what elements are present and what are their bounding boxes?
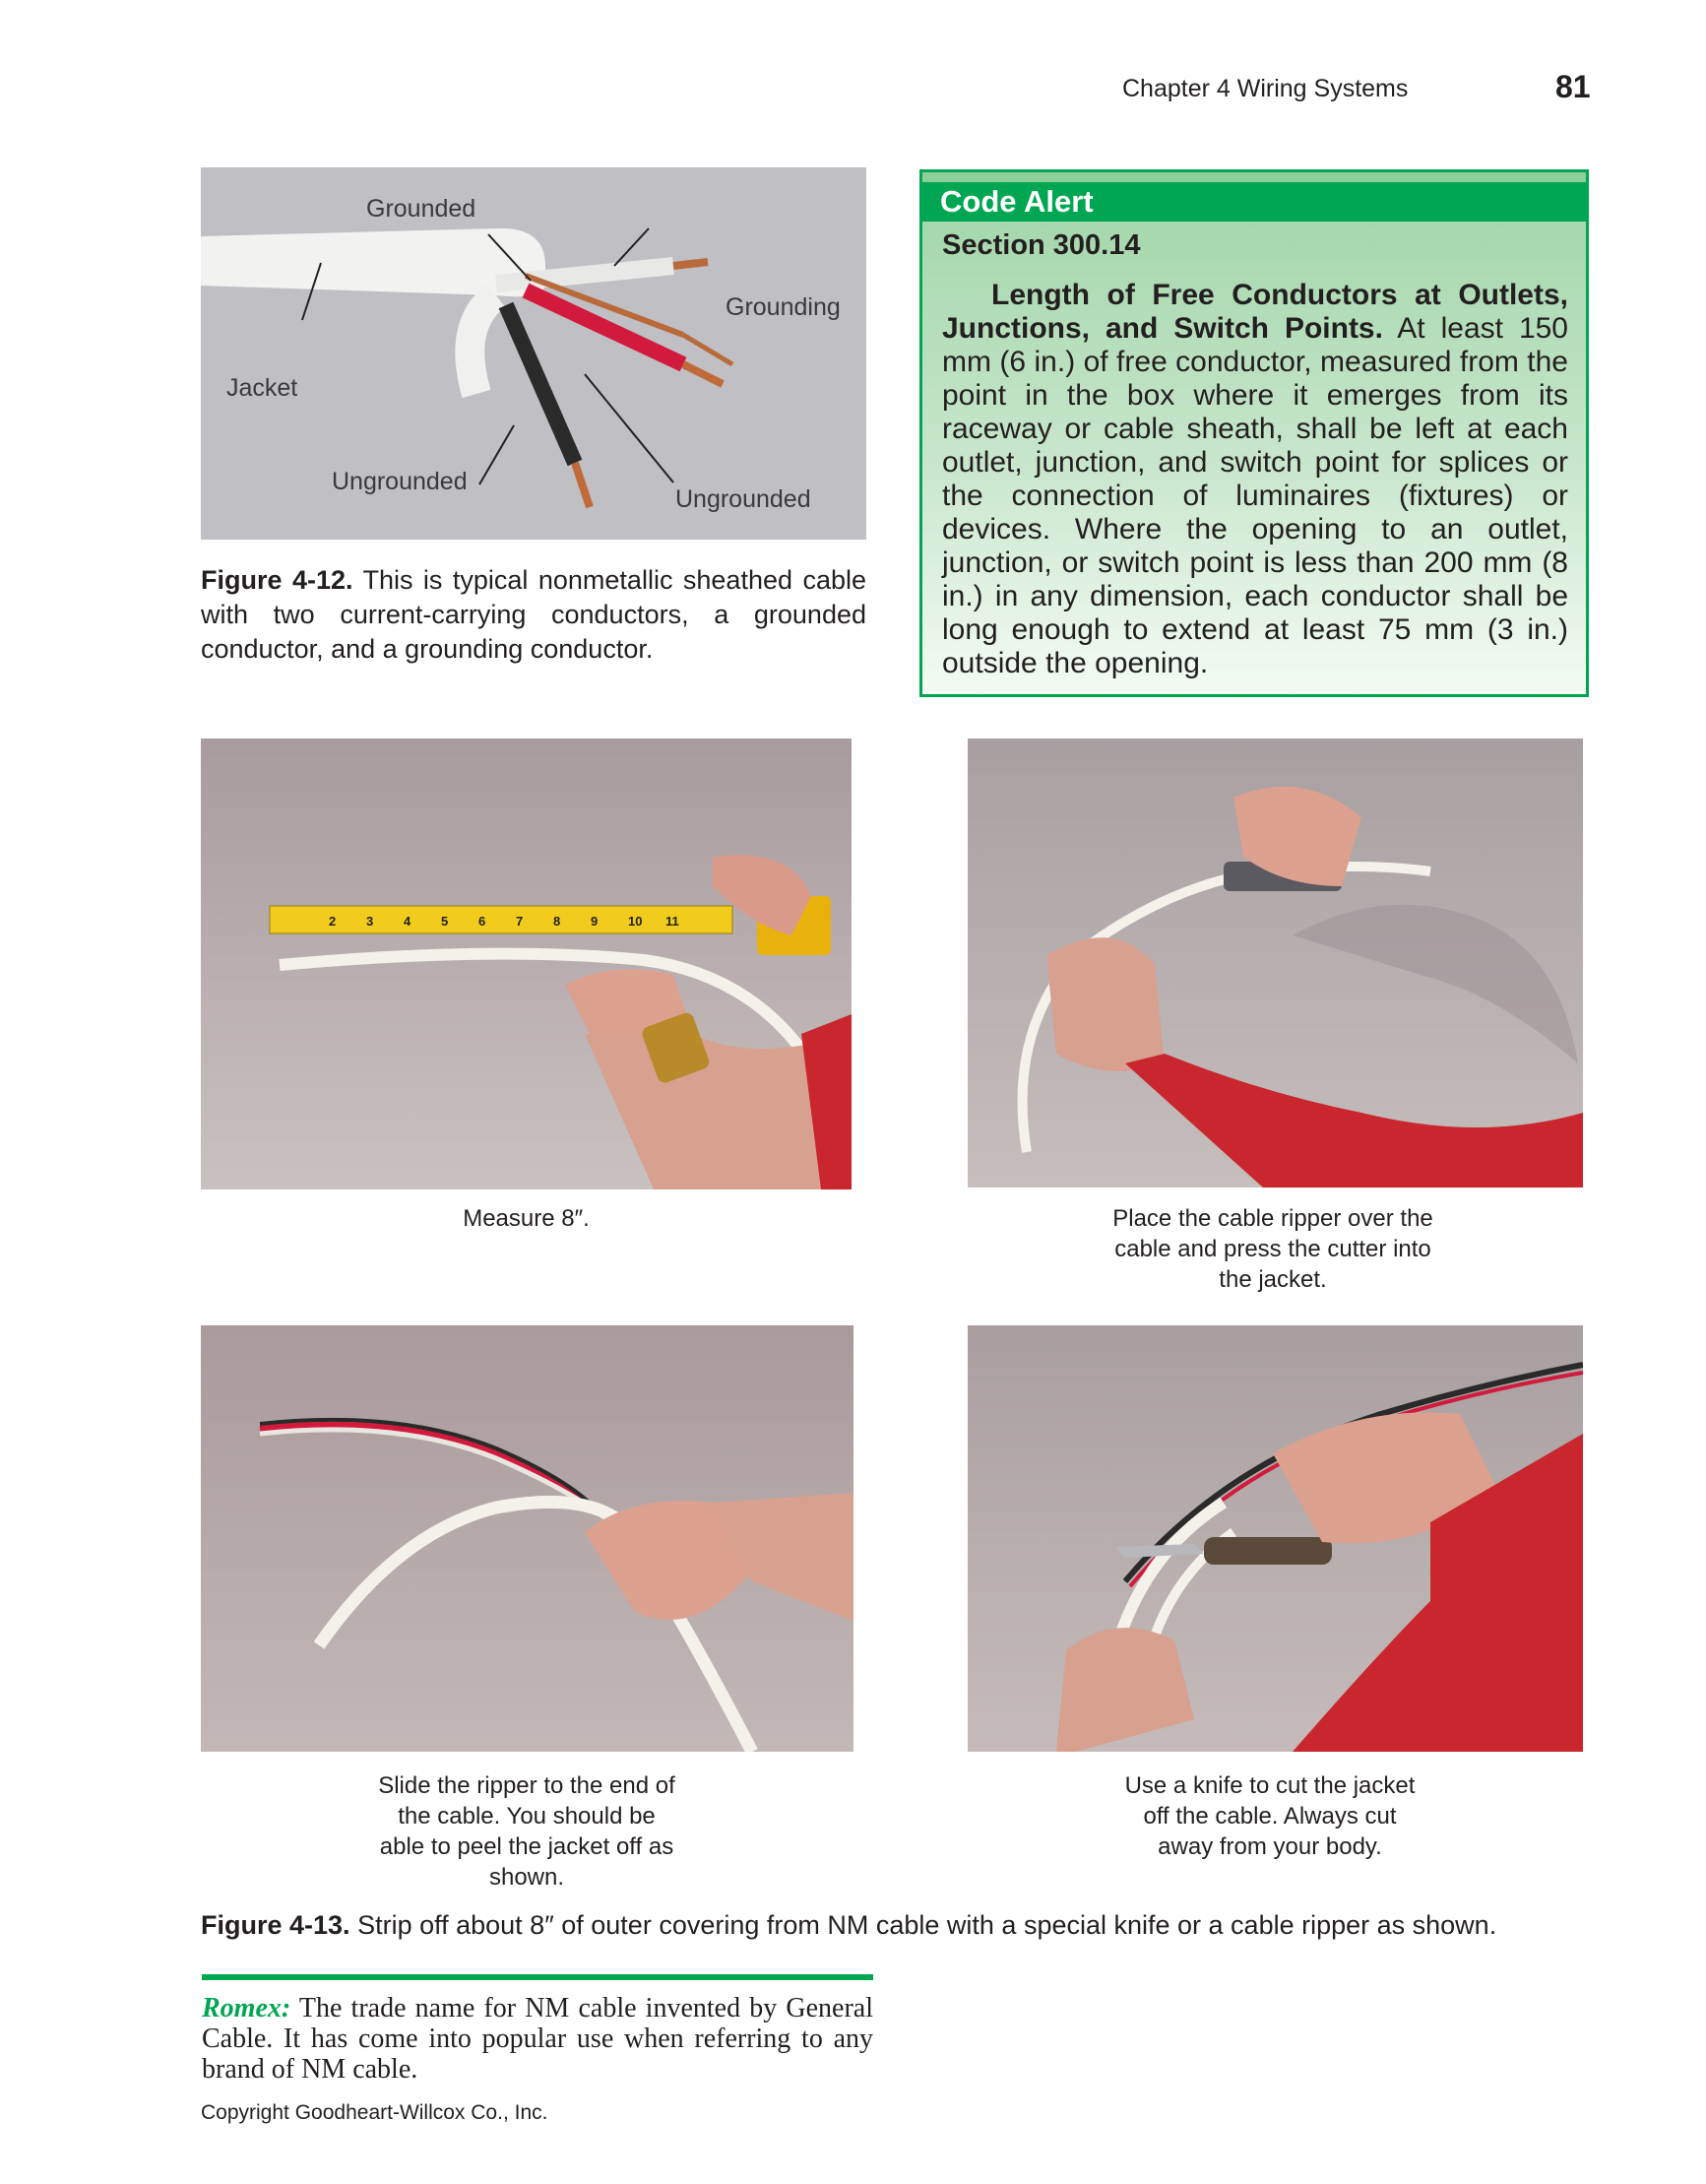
step-3-photo: [201, 1325, 853, 1752]
nm-cable-illustration: [201, 167, 866, 540]
knife-cut-photo: [968, 1325, 1583, 1752]
step-2-photo: [968, 739, 1583, 1188]
label-grounding: Grounding: [726, 293, 841, 321]
definition-romex: [202, 1993, 873, 2085]
copyright-notice: Copyright Goodheart-Willcox Co., Inc.: [201, 2101, 548, 2124]
figure-4-12-photo: [201, 167, 866, 540]
measuring-tape-photo: [201, 739, 852, 1189]
figure-4-13-caption: [201, 1908, 1599, 1943]
tape-number: 6: [478, 914, 486, 929]
tape-number: 3: [366, 914, 374, 929]
code-alert-heading: Length of Free Conductors at Outlets, Junctions, and Switch Points.: [942, 279, 1568, 345]
tape-number: 4: [404, 914, 411, 929]
step-1-photo: [201, 739, 852, 1189]
definition-text: The trade name for NM cable invented by General Cable. It has come into popular use when referring to any brand of NM cable.: [202, 1993, 873, 2085]
tape-number: 7: [516, 914, 524, 929]
label-grounded: Grounded: [366, 195, 476, 223]
step-1-caption: Measure 8″.: [463, 1205, 590, 1232]
step-2-caption: Place the cable ripper over the cable and press the cutter into the jacket.: [1112, 1205, 1433, 1293]
code-alert-text: At least 150 mm (6 in.) of free conductor, measured from the point in the box where it emerges from its raceway or cable sheath, shall be left at each outlet, junction, and switch point for splices or the connection of luminaires (fixtures) or devices. Where the opening to an outlet, junction, or switch point is less than 200 mm (8 in.) in any dimension, each conductor shall be long enough to extend at least 75 mm (3 in.) outside the opening.: [942, 312, 1568, 679]
tape-number: 11: [665, 914, 679, 929]
code-alert-body: [942, 279, 1568, 680]
running-head: Chapter 4 Wiring Systems: [1122, 75, 1409, 102]
figure-4-12-text: This is typical nonmetallic sheathed cable with two current-carrying conductors, a grounded conductor, and a grounding conductor.: [201, 565, 866, 664]
tape-number: 10: [628, 914, 643, 929]
code-alert-title: Code Alert: [922, 182, 1586, 222]
label-ungrounded-left: Ungrounded: [332, 468, 468, 495]
code-alert-top-strip: [922, 172, 1586, 182]
tape-number: 2: [329, 914, 337, 929]
label-jacket: Jacket: [226, 374, 298, 402]
code-alert-box: [919, 169, 1589, 697]
cable-ripper-photo: [968, 739, 1583, 1188]
step-4-photo: [968, 1325, 1583, 1752]
figure-4-12-caption: [201, 563, 866, 667]
definition-rule: [202, 1974, 873, 1980]
label-ungrounded-right: Ungrounded: [675, 485, 811, 513]
tape-number: 5: [441, 914, 449, 929]
step-3-caption: Slide the ripper to the end of the cable. You should be able to peel the jacket off as shown.: [378, 1772, 675, 1891]
tape-number: 8: [553, 914, 561, 929]
definition-term: Romex:: [202, 1993, 291, 2023]
peeled-jacket-photo: [201, 1325, 853, 1752]
tape-number: 9: [591, 914, 599, 929]
figure-4-13-label: Figure 4-13.: [201, 1910, 350, 1940]
figure-4-12-label: Figure 4-12.: [201, 565, 353, 595]
step-4-caption: Use a knife to cut the jacket off the cable. Always cut away from your body.: [1124, 1772, 1416, 1860]
page-number: 81: [1555, 69, 1591, 104]
code-alert-section: Section 300.14: [942, 229, 1141, 261]
figure-4-13-text: Strip off about 8″ of outer covering from NM cable with a special knife or a cable ripper as shown.: [357, 1910, 1497, 1940]
